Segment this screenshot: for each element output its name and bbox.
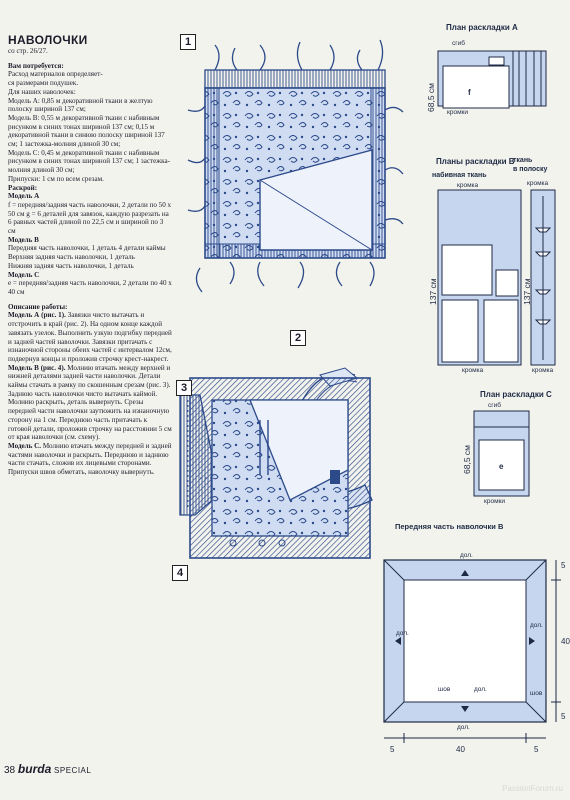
plan-a-selvage: кромки (447, 109, 469, 116)
figure-1-pillow (188, 40, 403, 292)
plan-b-height-1: 137 см (428, 278, 438, 305)
plan-b-selvage-strip: кромка (527, 180, 549, 187)
front-b-grain-left: дол. (396, 630, 409, 637)
plan-c-diagram (474, 411, 529, 496)
plan-b-selvage-bottom: кромка (462, 367, 484, 374)
cut-model-b-line-3: Нижняя задняя часть наволочки, 1 деталь (8, 261, 134, 270)
front-b-dim-5-bottom: 5 (561, 712, 566, 721)
materials-line-1: Расход материалов определяет- (8, 70, 103, 79)
plan-c-height: 68,5 см (462, 445, 472, 474)
materials-model-b: Модель В: 0,55 м декоративной ткани с набивным рисунком в синих тонах шириной 137 см; 0,15 м декоративной ткани в синюю полоску шириной 137 см; 1 застежка-молния длиной 30 см; (8, 113, 165, 149)
front-b-title: Передняя часть наволочки В (395, 522, 504, 531)
front-b-seam-right: шов (530, 690, 543, 697)
cutting-heading: Раскрой: (8, 183, 38, 192)
work-model-c: Модель С. Молнию втачать между передней и задней частями наволочки и раскрыть. Переднюю и заднюю части стачать, сложив их лицевыми сторонами. Припуски швов обметать, наволочку вывернуть. (8, 441, 172, 477)
plan-b-stripe-fabric-1: ткань (513, 157, 533, 164)
front-b-grain-top: дол. (460, 552, 473, 559)
brand-logo: burda (17, 762, 52, 776)
plan-c-title: План раскладки С (480, 390, 552, 399)
cut-model-b-line-1: Передняя часть наволочки, 1 деталь 4 детали каймы (8, 244, 166, 253)
figure-number-1: 1 (180, 34, 196, 50)
plan-b-stripe-fabric-2: в полоску (513, 166, 548, 173)
figure-number-2: 2 (290, 330, 306, 346)
plan-b-print-fabric: набивная ткань (432, 172, 487, 179)
materials-heading: Вам потребуется: (8, 61, 64, 70)
materials-model-c: Модель С: 0,45 м декоративной ткани с набивным рисунком в синих тонах шириной 137 см; 1 застежка-молния длиной 30 см; (8, 148, 171, 175)
cut-model-b-line-2: Верхняя задняя часть наволочки, 1 деталь (8, 253, 135, 262)
plan-b-selvage-top: кромка (457, 182, 479, 189)
plan-b-selvage-strip-bottom: кромка (532, 367, 554, 374)
brand-special: SPECIAL (54, 766, 92, 775)
front-b-seam: шов (438, 686, 451, 693)
work-model-b: Модель В (рис. 4). Молнию втачать между верхней и нижней деталями задней части наволочки. Детали каймы стачать в рамку по скошенным срезам (рис. 3). Заднюю часть наволочки чисто вытачать каймой. Молнию раскрыть, деталь вывернуть. Срезы передней части наволочки заутюжить на изнаночную сторону на 1 см. Переднюю часть притачать к готовой детали, проложив строчку на расстоянии 5 см от края наволочки (см. схему). (8, 363, 172, 442)
page-number: 38 (4, 765, 16, 776)
materials-model-a: Модель А: 0,85 м декоративной ткани в желтую полоску шириной 137 см; (8, 96, 153, 114)
cut-model-a-heading: Модель А (8, 192, 40, 201)
figure-number-3: 3 (176, 380, 192, 396)
cut-model-b-heading: Модель В (8, 235, 39, 244)
front-b-diagram (384, 560, 561, 743)
continued-from: со стр. 26/27. (8, 47, 48, 55)
cut-model-a-text: f = передняя/задняя часть наволочки, 2 детали по 50 х 50 см g = 6 деталей для завязок, каждую разрезать на 6 равных частей длиной по 22,5 см и шириной по 3 см (8, 200, 172, 236)
work-model-a: Модель А (рис. 1). Завязки чисто вытачать и отстрочить в край (рис. 2). На одном конце каждой завязать узелок. Выполнить узкую подгибку передней и задней частей наволочки. Завязки притачать с изнаночной стороны обеих частей с интервалом 12см, подвернув концы и проложив строчку крест-накрест. (8, 311, 172, 363)
plan-a-fold: сгиб (452, 40, 465, 47)
plan-b-diagram (438, 190, 555, 365)
page-title: НАВОЛОЧКИ (8, 33, 88, 47)
cut-model-c-heading: Модель С (8, 270, 40, 279)
figure-4-pillow (190, 378, 370, 558)
front-b-grain-right: дол. (530, 622, 543, 629)
plan-b-title: Планы раскладки В (436, 157, 515, 166)
plan-a-height: 68,5 см (426, 83, 436, 112)
front-b-grain-inner: дол. (474, 686, 487, 693)
page-footer (4, 762, 91, 776)
allowances-note: Припуски: 1 см по всем срезам. (8, 174, 104, 183)
plan-c-piece-e: е (499, 462, 504, 471)
cut-model-c-text: е = передняя/задняя часть наволочки, 2 детали по 40 х 40 см (8, 279, 172, 296)
plan-a-diagram (438, 51, 546, 108)
watermark: PassionForum.ru (502, 784, 563, 793)
materials-line-3: Для наших наволочек: (8, 87, 76, 96)
front-b-dim-5-top: 5 (561, 561, 566, 570)
front-b-dim-40-side: 40 (561, 637, 570, 646)
work-heading: Описание работы: (8, 302, 68, 311)
materials-line-2: ся размерами подушек. (8, 79, 79, 88)
figure-number-4: 4 (172, 565, 188, 581)
plan-b-height-2: 137 см (522, 278, 532, 305)
plan-a-title: План раскладки А (446, 23, 518, 32)
plan-a-piece-f: f (468, 88, 471, 97)
plan-c-selvage: кромки (484, 498, 506, 505)
front-b-dim-40-bottom: 40 (456, 745, 465, 754)
front-b-dim-5-left: 5 (390, 745, 395, 754)
front-b-dim-5-right: 5 (534, 745, 539, 754)
front-b-grain-bottom: дол. (457, 724, 470, 731)
plan-c-fold: сгиб (488, 402, 501, 409)
